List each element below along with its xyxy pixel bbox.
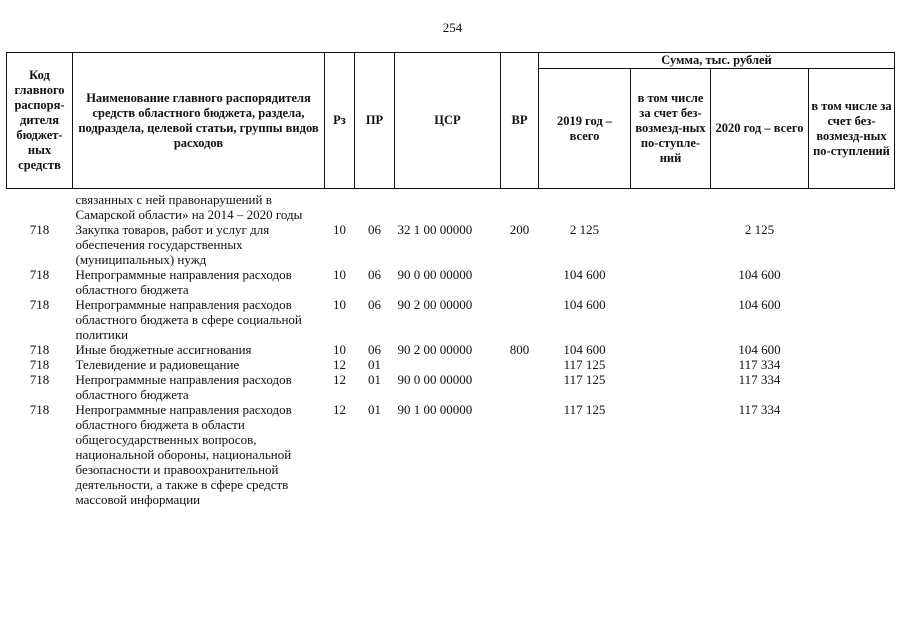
cell-pr: 06 (368, 297, 381, 312)
cell-code: 718 (29, 357, 50, 372)
cell-2019-total: 117 125 (563, 357, 606, 372)
cell-2020-total: 117 334 (738, 402, 781, 417)
cell-pr: 01 (368, 402, 381, 417)
header-pr: ПР (355, 53, 395, 189)
cell-name: Непрограммные направления расходов областного бюджета в сфере социальной политики (75, 297, 302, 342)
table-row (7, 267, 895, 297)
cell-rz: 10 (333, 267, 346, 282)
cell-2019-total: 104 600 (563, 297, 606, 312)
cell-2020-total: 104 600 (738, 342, 781, 357)
cell-name: связанных с ней правонарушений в Самарской области» на 2014 – 2020 годы (75, 192, 303, 222)
table-row (7, 402, 895, 507)
cell-pr (355, 189, 395, 223)
cell-code: 718 (29, 267, 50, 282)
table-row (7, 222, 895, 267)
cell-2019-free (631, 342, 711, 357)
cell-name: Телевидение и радиовещание (75, 357, 240, 372)
header-2020-total: 2020 год – всего (711, 69, 809, 189)
cell-2020-free (809, 372, 895, 402)
cell-rz: 10 (333, 222, 346, 237)
cell-vr: 200 (509, 222, 530, 237)
cell-2019-free (631, 297, 711, 342)
cell-2019-free (631, 357, 711, 372)
header-2020-free: в том числе за счет без-возмезд-ных по-ступлений (809, 69, 895, 189)
cell-csr (395, 357, 501, 372)
cell-2019-free (631, 402, 711, 507)
cell-2019-total: 2 125 (569, 222, 600, 237)
cell-rz (325, 189, 355, 223)
cell-rz: 10 (333, 297, 346, 312)
header-rz: Рз (325, 53, 355, 189)
header-csr: ЦСР (395, 53, 501, 189)
cell-2020-free (809, 222, 895, 267)
cell-rz: 10 (333, 342, 346, 357)
cell-vr (501, 372, 539, 402)
header-code: Код главного распоря-дителя бюджет-ных средств (7, 53, 73, 189)
cell-name: Иные бюджетные ассигнования (75, 342, 252, 357)
header-2019-total: 2019 год – всего (539, 69, 631, 189)
table-body (7, 189, 895, 508)
budget-table (6, 52, 895, 507)
cell-2020-free (809, 267, 895, 297)
cell-csr (395, 189, 501, 223)
cell-vr: 800 (509, 342, 530, 357)
cell-2020-total: 104 600 (738, 267, 781, 282)
cell-2019-total: 104 600 (563, 342, 606, 357)
table-row (7, 372, 895, 402)
cell-pr: 01 (368, 357, 381, 372)
cell-name: Непрограммные направления расходов областного бюджета в области общегосударственных вопросов, национальной обороны, национальной безопасности и правоохранительной деятельности, а также в сфере средств массовой информации (75, 402, 292, 507)
cell-rz: 12 (333, 372, 346, 387)
cell-vr (501, 189, 539, 223)
cell-code: 718 (29, 402, 50, 417)
cell-vr (501, 402, 539, 507)
cell-vr (501, 297, 539, 342)
cell-2019-free (631, 372, 711, 402)
cell-2020-total (711, 189, 809, 223)
cell-pr: 01 (368, 372, 381, 387)
cell-2020-total: 2 125 (744, 222, 775, 237)
cell-2020-free (809, 342, 895, 357)
cell-2019-total: 117 125 (563, 372, 606, 387)
cell-2020-free (809, 357, 895, 372)
cell-csr: 32 1 00 00000 (397, 222, 473, 237)
cell-2019-total: 117 125 (563, 402, 606, 417)
cell-code: 718 (29, 297, 50, 312)
cell-2019-free (631, 267, 711, 297)
table-header (7, 53, 895, 189)
cell-vr (501, 357, 539, 372)
cell-2019-free (631, 189, 711, 223)
cell-csr: 90 0 00 00000 (397, 267, 473, 282)
cell-name: Закупка товаров, работ и услуг для обеспечения государственных (муниципальных) нужд (75, 222, 270, 267)
table-row (7, 342, 895, 357)
cell-2019-total: 104 600 (563, 267, 606, 282)
table-row (7, 357, 895, 372)
cell-2020-total: 117 334 (738, 357, 781, 372)
cell-rz: 12 (333, 357, 346, 372)
cell-name: Непрограммные направления расходов областного бюджета (75, 267, 292, 297)
cell-csr: 90 0 00 00000 (397, 372, 473, 387)
cell-code (7, 189, 73, 223)
cell-csr: 90 2 00 00000 (397, 297, 473, 312)
cell-2020-free (809, 297, 895, 342)
cell-code: 718 (29, 372, 50, 387)
cell-2020-free (809, 402, 895, 507)
cell-csr: 90 1 00 00000 (397, 402, 473, 417)
cell-2019-free (631, 222, 711, 267)
cell-pr: 06 (368, 222, 381, 237)
cell-pr: 06 (368, 267, 381, 282)
cell-2020-total: 104 600 (738, 297, 781, 312)
cell-2020-free (809, 189, 895, 223)
cell-code: 718 (29, 222, 50, 237)
cell-csr: 90 2 00 00000 (397, 342, 473, 357)
header-name: Наименование главного распорядителя средств областного бюджета, раздела, подраздела, целевой статьи, группы видов расходов (73, 53, 325, 189)
cell-2019-total (539, 189, 631, 223)
header-2019-free: в том числе за счет без-возмезд-ных по-ступле-ний (631, 69, 711, 189)
table-row (7, 297, 895, 342)
table-row (7, 189, 895, 223)
cell-code: 718 (29, 342, 50, 357)
page-number: 254 (442, 20, 463, 35)
cell-vr (501, 267, 539, 297)
cell-2020-total: 117 334 (738, 372, 781, 387)
cell-rz: 12 (333, 402, 346, 417)
header-sum-title: Сумма, тыс. рублей (539, 53, 895, 69)
header-vr: ВР (501, 53, 539, 189)
cell-name: Непрограммные направления расходов областного бюджета (75, 372, 292, 402)
cell-pr: 06 (368, 342, 381, 357)
